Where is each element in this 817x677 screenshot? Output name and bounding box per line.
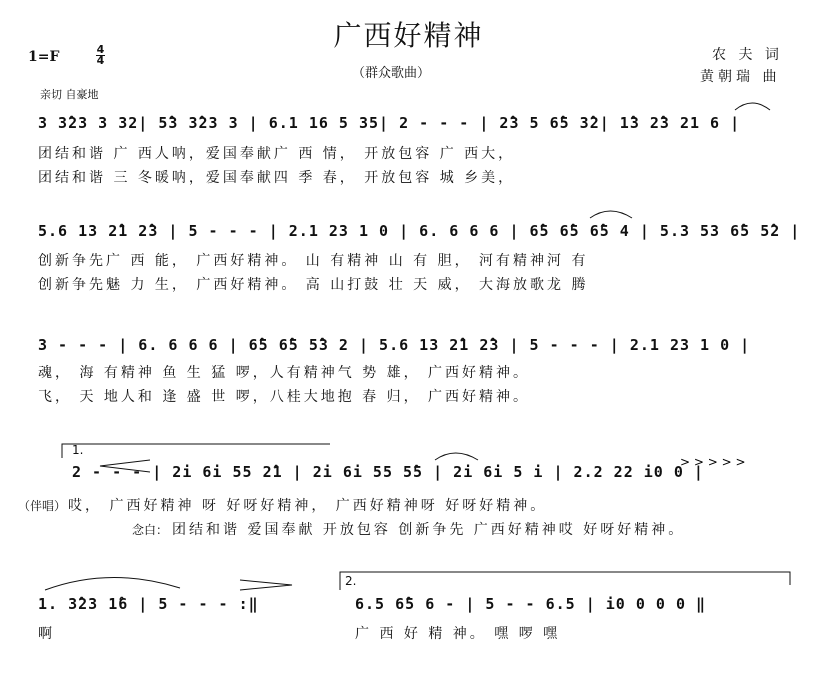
- crescendo-hairpin: [100, 460, 150, 472]
- lyric-line-3-verse-1: 魂， 海 有精神 鱼 生 猛 啰，人有精神气 势 雄， 广西好精神。: [38, 365, 531, 381]
- lyric-line-5a: 啊: [38, 626, 55, 642]
- slur-row2: [590, 211, 632, 218]
- lyric-line-4-recitation: 团结和谐 爱国奉献 开放包容 创新争先 广西好精神哎 好呀好精神。: [172, 522, 686, 538]
- phrase-slur: [45, 577, 180, 590]
- accompaniment-label: （伴唱）: [18, 499, 67, 513]
- accent-marks: > > > > >: [680, 455, 746, 469]
- lyricist-credit: 农 夫 词: [712, 47, 783, 63]
- slur-row1: [735, 103, 770, 110]
- recitation-label: 念白：: [132, 523, 169, 537]
- lyric-line-1-verse-2: 团结和谐 三 冬暖呐，爱国奉献四 季 春， 开放包容 城 乡美，: [38, 170, 516, 186]
- composer-credit: 黄朝瑞 曲: [700, 69, 781, 85]
- lyric-line-3-verse-2: 飞， 天 地人和 逢 盛 世 啰，八桂大地抱 春 归， 广西好精神。: [38, 389, 531, 405]
- notation-line-4: 2 - - - | 2i 6i 55 2̂1 | 2i 6i 55 5̂5 | 2i 6i 5 i | 2.2 22 i0 0 |: [72, 463, 704, 481]
- key-signature: 1=F: [28, 49, 60, 65]
- lyric-line-4-verse-1: 哎， 广西好精神 呀 好呀好精神， 广西好精神呀 好呀好精神。: [68, 498, 548, 514]
- song-subtitle: （群众歌曲）: [352, 66, 431, 81]
- lyric-line-2-verse-2: 创新争先魅 力 生， 广西好精神。 高 山打鼓 壮 天 威， 大海放歌龙 腾: [38, 277, 589, 293]
- notation-line-5a: 1. 3̂23 1̂6 | 5 - - - :‖: [38, 595, 259, 613]
- volta-2-bracket: [340, 572, 790, 590]
- notation-line-2: 5.6 13 2̂1 2̂3 | 5 - - - | 2.1 23 1 0 | 6. 6 6 6 | 6̂5 6̂5 6̂5 4 | 5.3 53 6̂5 5̂2 |: [38, 222, 801, 240]
- volta-2-label: 2.: [345, 574, 357, 588]
- slur-row4: [435, 453, 478, 460]
- decrescendo-hairpin: [240, 580, 292, 590]
- lyric-line-2-verse-1: 创新争先广 西 能， 广西好精神。 山 有精神 山 有 胆， 河有精神河 有: [38, 253, 589, 269]
- volta-1-label: 1.: [72, 443, 84, 457]
- notation-line-1: 3 3̂23 3 32| 5̂3 3̂23 3 | 6.1 16 5 35| 2 - - - | 2̂3 5 6̂5 3̂2| 1̂3 2̂3 21 6 |: [38, 114, 741, 132]
- expression-marking: 亲切 自豪地: [40, 88, 99, 101]
- volta-1-bracket: [62, 444, 330, 458]
- time-signature-bottom: 4: [96, 54, 105, 67]
- time-signature-top: 4: [96, 43, 105, 56]
- notation-line-5b: 6.5 6̂5 6 - | 5 - - 6.5 | i0 0 0 0 ‖: [355, 595, 707, 613]
- lyric-line-1-verse-1: 团结和谐 广 西人呐，爱国奉献广 西 情， 开放包容 广 西大，: [38, 146, 516, 162]
- notation-line-3: 3 - - - | 6. 6 6 6 | 6̂5 6̂5 5̂3 2 | 5.6 13 2̂1 2̂3 | 5 - - - | 2.1 23 1 0 |: [38, 336, 751, 354]
- lyric-line-5b: 广 西 好 精 神。 嘿 啰 嘿: [355, 626, 561, 642]
- song-title: 广西好精神: [333, 19, 484, 52]
